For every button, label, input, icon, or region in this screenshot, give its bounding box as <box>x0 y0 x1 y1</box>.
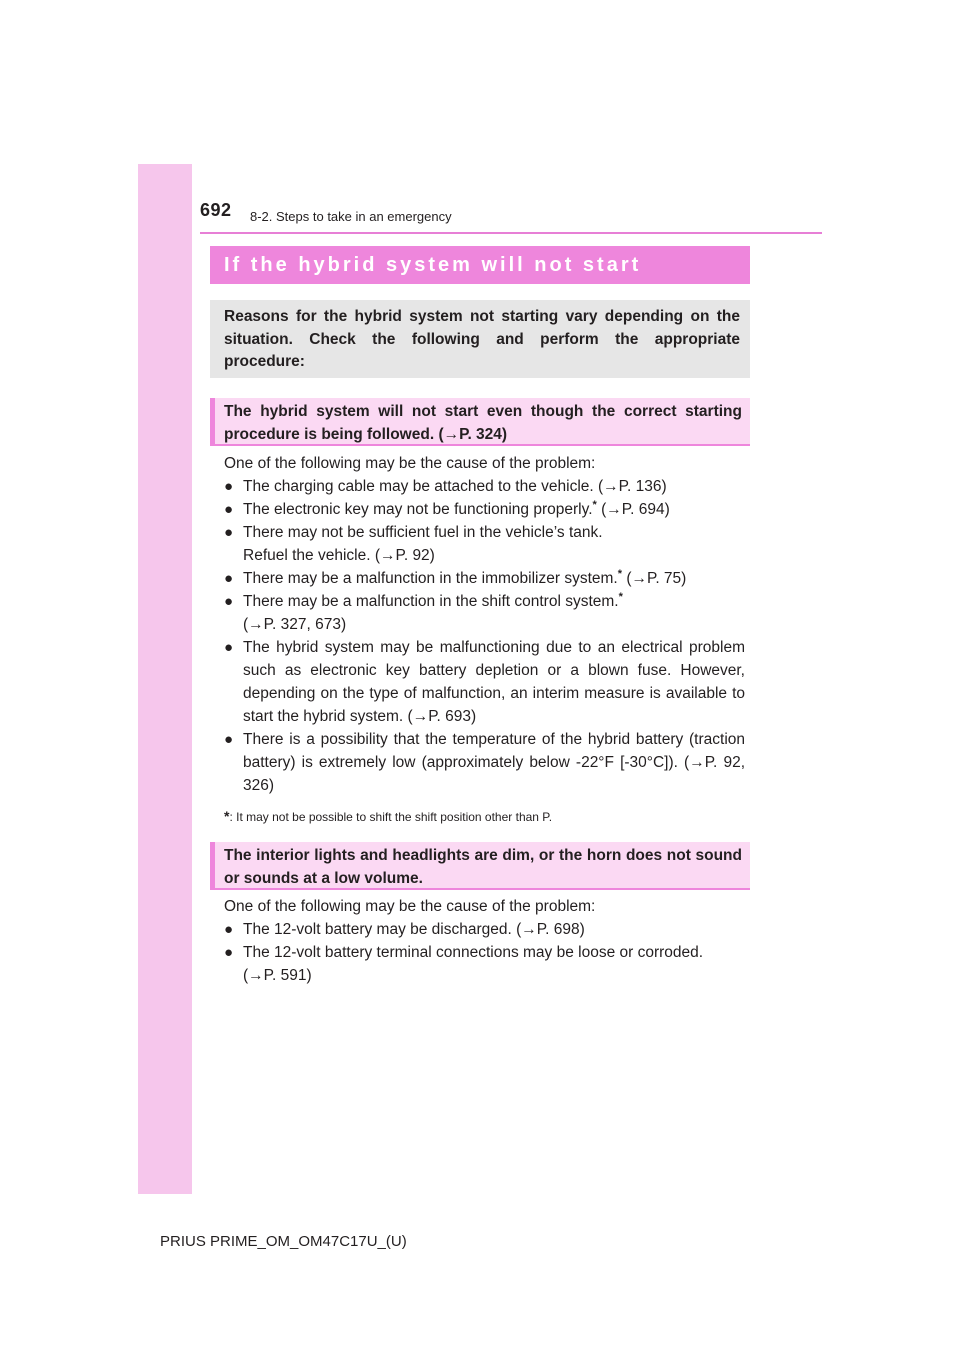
bullet-icon: ● <box>224 639 234 656</box>
bullet-icon: ● <box>224 570 234 587</box>
footnote-star-mark: * <box>617 567 623 580</box>
list-item <box>224 475 745 498</box>
list-item-text: The hybrid system may be malfunctioning due to an electrical problem such as electronic key battery depletion or a blown fuse. However, depending on the type of malfunction, an interim measure is available to start the hybrid system. (→P. 693) <box>243 639 745 725</box>
title-bar <box>210 246 750 284</box>
list-item-text: The 12-volt battery may be discharged. (→P. 698) <box>243 921 585 938</box>
list-item <box>224 521 745 567</box>
footer-document-code: PRIUS PRIME_OM_OM47C17U_(U) <box>160 1233 407 1250</box>
bullet-icon: ● <box>224 593 234 610</box>
list-item-text: There is a possibility that the temperature of the hybrid battery (traction battery) is extremely low (approximately below -22°F [-30°C]). (→P. 92, 326) <box>243 731 745 794</box>
bullet-icon: ● <box>224 921 234 938</box>
footnote-star-mark: * <box>618 590 623 603</box>
list-item <box>224 590 745 636</box>
list-item <box>224 728 745 797</box>
bullet-icon: ● <box>224 501 234 518</box>
section2-list <box>224 918 745 987</box>
section2-lead: One of the following may be the cause of the problem: <box>224 898 596 915</box>
list-item-reference: (→P. 75) <box>622 570 687 587</box>
list-item <box>224 941 745 987</box>
list-item-text: The electronic key may not be functioning properly. <box>243 501 593 518</box>
subheading-starting-procedure: The hybrid system will not start even though the correct starting procedure is being followed. (→P. 324) <box>210 398 750 446</box>
list-item-text: There may be a malfunction in the shift control system. <box>243 593 619 610</box>
section-label: 8-2. Steps to take in an emergency <box>250 209 452 224</box>
list-item-text: There may not be sufficient fuel in the vehicle’s tank. Refuel the vehicle. (→P. 92) <box>243 524 603 564</box>
list-item-text: The charging cable may be attached to the vehicle. (→P. 136) <box>243 478 667 495</box>
chapter-side-band <box>138 164 192 1194</box>
list-item <box>224 918 745 941</box>
section1-lead: One of the following may be the cause of the problem: <box>224 455 596 472</box>
list-item <box>224 636 745 728</box>
subheading-dim-lights: The interior lights and headlights are dim, or the horn does not sound or sounds at a low volume. <box>210 842 750 890</box>
bullet-icon: ● <box>224 944 234 961</box>
bullet-icon: ● <box>224 524 234 541</box>
bullet-icon: ● <box>224 478 234 495</box>
footnote-text: : It may not be possible to shift the shift position other than P. <box>229 810 553 824</box>
list-item-reference: (→P. 694) <box>596 501 670 518</box>
list-item-text: The 12-volt battery terminal connections may be loose or corroded. (→P. 591) <box>243 944 704 984</box>
list-item-reference: (→P. 327, 673) <box>243 616 347 633</box>
footnote-star-mark: * <box>592 498 597 511</box>
intro-box: Reasons for the hybrid system not starting vary depending on the situation. Check the following and perform the appropriate procedure: <box>210 300 750 378</box>
list-item-text: There may be a malfunction in the immobilizer system. <box>243 570 618 587</box>
list-item <box>224 498 745 521</box>
page-number: 692 <box>200 200 232 220</box>
header-rule <box>200 232 822 234</box>
list-item <box>224 567 745 590</box>
footnote <box>224 808 552 824</box>
bullet-icon: ● <box>224 731 234 748</box>
section1-list <box>224 475 745 797</box>
footnote-mark: * <box>224 808 230 824</box>
page-title: If the hybrid system will not start <box>224 253 642 276</box>
